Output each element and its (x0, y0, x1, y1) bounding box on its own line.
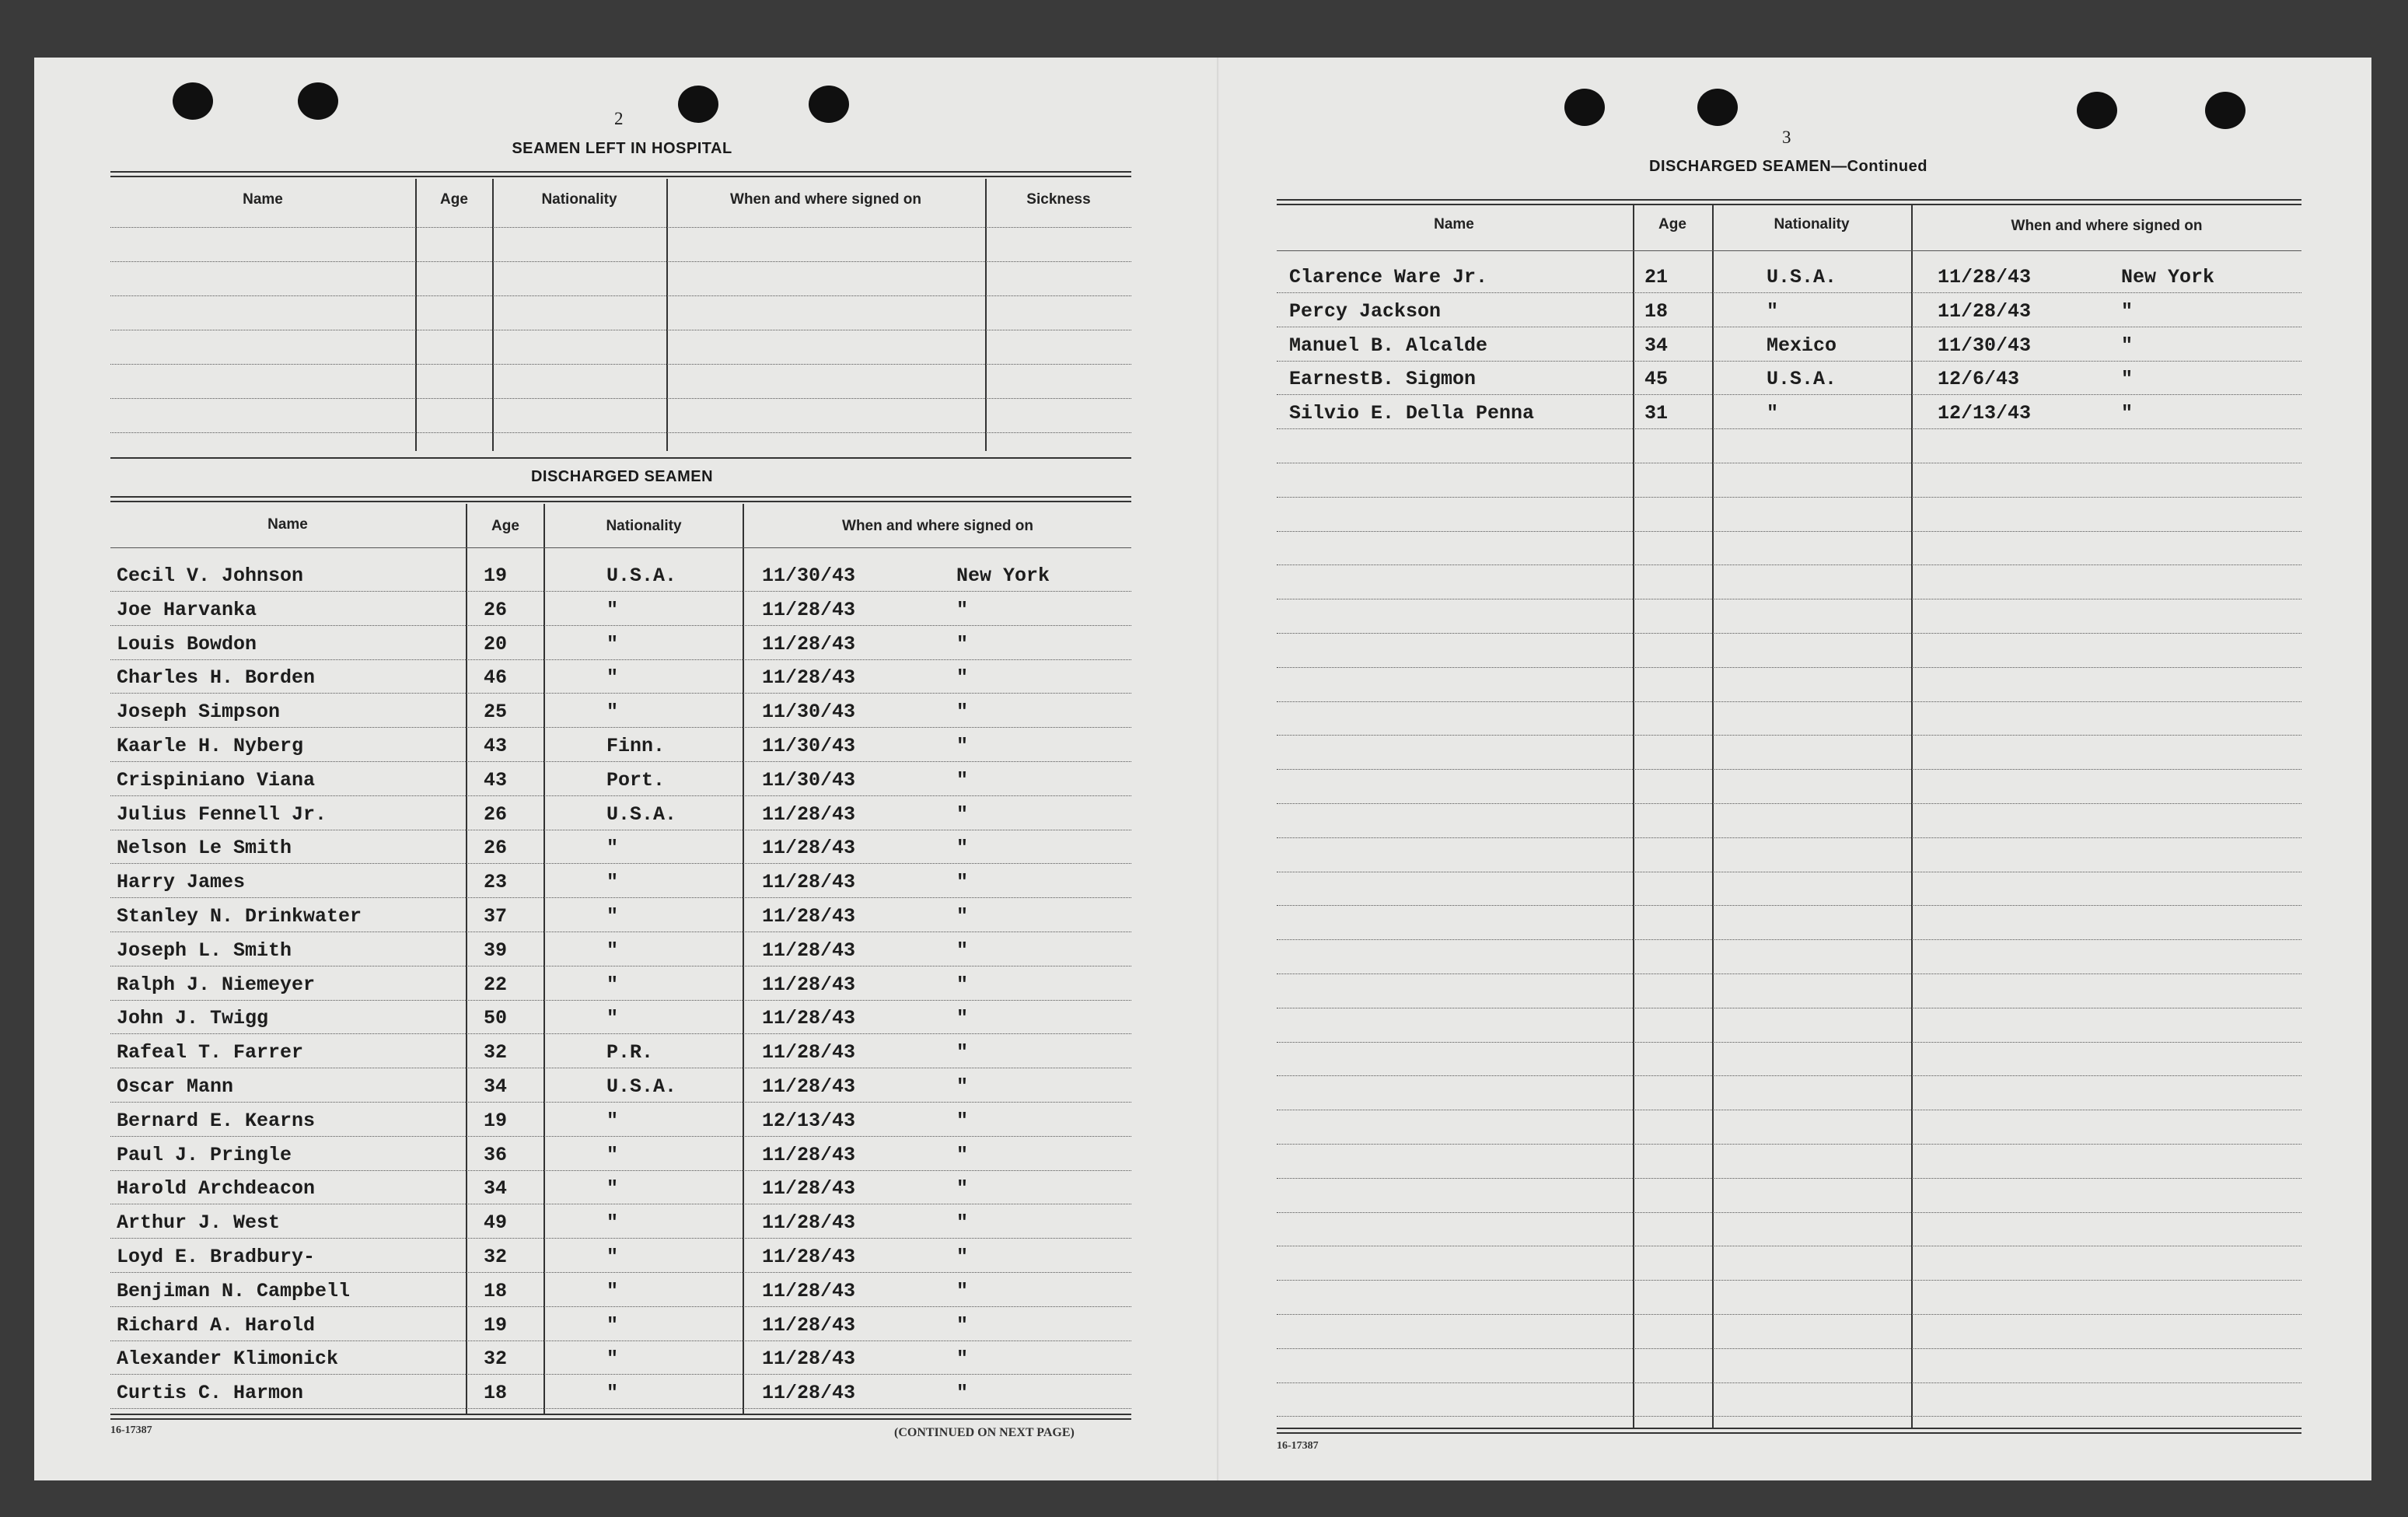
discharged-col-divider (743, 504, 744, 1415)
cell-nat: " (606, 1313, 619, 1337)
discharged-col-divider (543, 504, 545, 1415)
cell-place: " (956, 1279, 969, 1302)
row-line (1277, 837, 2301, 838)
hospital-col-name: Name (243, 191, 283, 208)
row-line (1277, 1348, 2301, 1349)
cell-place: " (956, 1177, 969, 1201)
right-bottom-rule (1277, 1428, 2301, 1429)
cell-nat: " (606, 939, 619, 962)
row-line (1277, 667, 2301, 668)
cell-date: 11/28/43 (762, 1177, 856, 1201)
cell-date: 11/28/43 (762, 939, 856, 962)
cell-name: Curtis C. Harmon (117, 1382, 304, 1405)
row-line (1277, 1075, 2301, 1076)
cell-nat: " (606, 905, 619, 928)
binder-hole-4 (809, 86, 849, 123)
row-line (1277, 1144, 2301, 1145)
row-line (110, 1136, 1131, 1137)
cell-date: 11/28/43 (762, 666, 856, 690)
row-line (1277, 1212, 2301, 1213)
cell-age: 43 (484, 735, 508, 757)
cell-age: 18 (484, 1382, 508, 1405)
cell-nat: U.S.A. (606, 1075, 677, 1098)
row-line (110, 1340, 1131, 1341)
cell-place: " (956, 1347, 969, 1371)
discharged-col-age: Age (491, 518, 519, 534)
row-line (1277, 803, 2301, 804)
cell-nat: U.S.A. (606, 802, 677, 826)
page-fold (1217, 58, 1220, 1480)
cell-date: 11/28/43 (762, 802, 856, 826)
cell-date: 11/28/43 (1938, 299, 2032, 323)
cell-date: 11/30/43 (762, 701, 856, 724)
row-line (1277, 905, 2301, 906)
row-line (1277, 973, 2301, 974)
row-line (110, 1272, 1131, 1273)
cell-place: " (2121, 334, 2134, 357)
cell-place: " (956, 973, 969, 996)
row-line (110, 625, 1131, 626)
cell-place: " (2121, 368, 2134, 391)
cell-nat: " (606, 837, 619, 860)
binder-hole-8 (2205, 92, 2245, 129)
cell-name: Paul J. Pringle (117, 1143, 292, 1166)
cell-name: Joseph L. Smith (117, 939, 292, 962)
right-head-rule (1277, 199, 2301, 201)
right-form-number: 16-17387 (1277, 1440, 1319, 1452)
right-col-nationality: Nationality (1774, 216, 1850, 232)
cell-date: 12/13/43 (762, 1109, 856, 1132)
cell-name: Percy Jackson (1289, 299, 1442, 323)
cell-age: 23 (484, 871, 508, 894)
cell-nat: P.R. (606, 1041, 654, 1064)
row-line (1277, 701, 2301, 702)
cell-name: Arthur J. West (117, 1211, 281, 1235)
cell-nat: " (606, 666, 619, 690)
cell-nat: " (606, 632, 619, 655)
cell-place: New York (2121, 266, 2215, 288)
cell-age: 34 (484, 1177, 508, 1201)
binder-hole-1 (173, 82, 213, 120)
discharged-head-rule (110, 496, 1131, 498)
cell-place: " (956, 871, 969, 894)
hospital-row-line (110, 398, 1131, 399)
cell-age: 34 (1644, 334, 1669, 357)
binder-hole-7 (2077, 92, 2117, 129)
row-line (110, 1102, 1131, 1103)
cell-age: 18 (1644, 299, 1669, 323)
discharged-col-nationality: Nationality (606, 518, 682, 534)
row-line (1277, 1382, 2301, 1383)
cell-age: 32 (484, 1347, 508, 1371)
cell-date: 11/28/43 (762, 1041, 856, 1064)
cell-name: Harold Archdeacon (117, 1177, 316, 1201)
row-line (110, 693, 1131, 694)
binder-hole-6 (1697, 89, 1738, 126)
cell-age: 18 (484, 1279, 508, 1302)
cell-name: Joe Harvanka (117, 598, 257, 621)
row-line (110, 795, 1131, 796)
row-line (1277, 1314, 2301, 1315)
row-line (1277, 633, 2301, 634)
row-line (110, 1238, 1131, 1239)
hospital-row-line (110, 295, 1131, 296)
cell-name: Rafeal T. Farrer (117, 1041, 304, 1064)
row-line (1277, 531, 2301, 532)
cell-place: " (956, 666, 969, 690)
cell-age: 50 (484, 1007, 508, 1030)
row-line (1277, 939, 2301, 940)
cell-name: EarnestB. Sigmon (1289, 368, 1477, 391)
cell-age: 19 (484, 1313, 508, 1337)
hospital-row-line (110, 364, 1131, 365)
cell-date: 11/28/43 (762, 1382, 856, 1405)
cell-date: 11/30/43 (762, 768, 856, 792)
row-line (1277, 735, 2301, 736)
cell-date: 11/28/43 (762, 871, 856, 894)
hospital-col-divider (985, 179, 987, 451)
cell-date: 11/28/43 (762, 1143, 856, 1166)
cell-date: 11/28/43 (762, 973, 856, 996)
cell-nat: " (606, 701, 619, 724)
cell-name: Nelson Le Smith (117, 837, 292, 860)
cell-name: Oscar Mann (117, 1075, 234, 1098)
left-page-number: 2 (614, 109, 624, 128)
cell-nat: " (1767, 402, 1779, 425)
hospital-col-sickness: Sickness (1026, 191, 1091, 208)
discharged-col-name: Name (267, 516, 308, 533)
cell-place: " (956, 632, 969, 655)
right-page-number: 3 (1782, 128, 1791, 147)
right-col-age: Age (1658, 216, 1686, 232)
cell-nat: " (606, 1382, 619, 1405)
cell-name: Louis Bowdon (117, 632, 257, 655)
cell-nat: U.S.A. (606, 565, 677, 587)
row-line (1277, 428, 2301, 429)
cell-nat: " (606, 1007, 619, 1030)
cell-place: " (956, 1313, 969, 1337)
cell-name: Benjiman N. Campbell (117, 1279, 351, 1302)
row-line (110, 1033, 1131, 1034)
cell-name: Charles H. Borden (117, 666, 316, 690)
cell-place: " (956, 1211, 969, 1235)
cell-nat: " (606, 1279, 619, 1302)
row-line (110, 897, 1131, 898)
cell-date: 11/28/43 (762, 837, 856, 860)
row-line (110, 1170, 1131, 1171)
hospital-top-rule (110, 171, 1131, 173)
cell-age: 32 (484, 1246, 508, 1268)
continued-note: (CONTINUED ON NEXT PAGE) (894, 1426, 1075, 1439)
cell-date: 11/30/43 (762, 565, 856, 587)
cell-name: Cecil V. Johnson (117, 565, 304, 587)
cell-nat: " (1767, 299, 1779, 323)
cell-place: " (956, 1007, 969, 1030)
cell-age: 32 (484, 1041, 508, 1064)
row-line (110, 1374, 1131, 1375)
cell-place: " (956, 1075, 969, 1098)
binder-hole-3 (678, 86, 718, 123)
hospital-col-nationality: Nationality (541, 191, 617, 208)
cell-name: John J. Twigg (117, 1007, 269, 1030)
hospital-row-line (110, 227, 1131, 228)
cell-age: 25 (484, 701, 508, 724)
cell-age: 26 (484, 802, 508, 826)
cell-age: 20 (484, 632, 508, 655)
cell-date: 11/28/43 (762, 632, 856, 655)
cell-date: 11/28/43 (762, 1313, 856, 1337)
cell-age: 36 (484, 1143, 508, 1166)
cell-age: 31 (1644, 402, 1669, 425)
cell-date: 11/28/43 (762, 1075, 856, 1098)
cell-nat: " (606, 1246, 619, 1268)
binder-hole-2 (298, 82, 338, 120)
row-line (110, 1306, 1131, 1307)
cell-nat: U.S.A. (1767, 368, 1837, 391)
cell-place: " (956, 1143, 969, 1166)
cell-place: " (956, 1382, 969, 1405)
row-line (110, 1000, 1131, 1001)
cell-place: New York (956, 565, 1050, 587)
row-line (1277, 394, 2301, 395)
cell-age: 37 (484, 905, 508, 928)
cell-place: " (2121, 402, 2134, 425)
row-line (1277, 292, 2301, 293)
row-line (1277, 497, 2301, 498)
cell-date: 11/28/43 (762, 1347, 856, 1371)
cell-name: Manuel B. Alcalde (1289, 334, 1488, 357)
hospital-row-line (110, 261, 1131, 262)
cell-name: Alexander Klimonick (117, 1347, 339, 1371)
row-line (1277, 1416, 2301, 1417)
cell-nat: Port. (606, 768, 666, 792)
cell-place: " (956, 701, 969, 724)
cell-name: Silvio E. Della Penna (1289, 402, 1535, 425)
cell-place: " (956, 1041, 969, 1064)
cell-nat: " (606, 871, 619, 894)
binder-hole-5 (1564, 89, 1605, 126)
cell-name: Kaarle H. Nyberg (117, 735, 304, 757)
row-line (1277, 1178, 2301, 1179)
hospital-col-divider (492, 179, 494, 451)
cell-age: 39 (484, 939, 508, 962)
cell-nat: " (606, 598, 619, 621)
left-form-number: 16-17387 (110, 1424, 152, 1436)
discharged-col-signed: When and where signed on (842, 518, 1033, 534)
cell-place: " (956, 598, 969, 621)
cell-nat: " (606, 1143, 619, 1166)
cell-date: 11/28/43 (762, 1211, 856, 1235)
cell-nat: " (606, 1347, 619, 1371)
cell-place: " (956, 1246, 969, 1268)
cell-nat: Mexico (1767, 334, 1837, 357)
cell-nat: U.S.A. (1767, 266, 1837, 288)
discharged-header-line (110, 547, 1131, 548)
cell-name: Richard A. Harold (117, 1313, 316, 1337)
cell-age: 43 (484, 768, 508, 792)
cell-age: 49 (484, 1211, 508, 1235)
row-line (110, 863, 1131, 864)
row-line (110, 659, 1131, 660)
cell-age: 21 (1644, 266, 1669, 288)
cell-place: " (956, 939, 969, 962)
row-line (1277, 769, 2301, 770)
row-line (110, 591, 1131, 592)
cell-date: 12/6/43 (1938, 368, 2020, 391)
cell-name: Clarence Ware Jr. (1289, 266, 1488, 288)
right-col-name: Name (1434, 216, 1474, 232)
hospital-col-divider (415, 179, 417, 451)
row-line (1277, 1042, 2301, 1043)
continued-title: DISCHARGED SEAMEN—Continued (1649, 158, 1927, 175)
cell-nat: Finn. (606, 735, 666, 757)
cell-name: Ralph J. Niemeyer (117, 973, 316, 996)
cell-date: 11/28/43 (762, 1279, 856, 1302)
cell-name: Bernard E. Kearns (117, 1109, 316, 1132)
row-line (1277, 1280, 2301, 1281)
cell-place: " (956, 1109, 969, 1132)
cell-name: Loyd E. Bradbury- (117, 1246, 316, 1268)
cell-date: 11/30/43 (1938, 334, 2032, 357)
cell-name: Joseph Simpson (117, 701, 281, 724)
hospital-col-divider (666, 179, 668, 451)
cell-age: 26 (484, 598, 508, 621)
cell-age: 46 (484, 666, 508, 690)
cell-place: " (956, 735, 969, 757)
row-line (1277, 361, 2301, 362)
cell-age: 19 (484, 1109, 508, 1132)
cell-place: " (956, 768, 969, 792)
discharged-title: DISCHARGED SEAMEN (530, 468, 714, 485)
cell-name: Stanley N. Drinkwater (117, 905, 362, 928)
cell-age: 22 (484, 973, 508, 996)
hospital-title: SEAMEN LEFT IN HOSPITAL (512, 140, 732, 157)
cell-date: 11/30/43 (762, 735, 856, 757)
hospital-row-line (110, 432, 1131, 433)
cell-nat: " (606, 973, 619, 996)
cell-date: 11/28/43 (762, 1246, 856, 1268)
cell-place: " (956, 802, 969, 826)
cell-nat: " (606, 1109, 619, 1132)
cell-date: 11/28/43 (762, 905, 856, 928)
cell-date: 11/28/43 (1938, 266, 2032, 288)
cell-date: 11/28/43 (762, 598, 856, 621)
cell-age: 26 (484, 837, 508, 860)
cell-place: " (956, 905, 969, 928)
hospital-col-age: Age (440, 191, 468, 208)
row-line (110, 1408, 1131, 1409)
cell-place: " (956, 837, 969, 860)
right-col-signed: When and where signed on (2011, 218, 2203, 234)
cell-age: 34 (484, 1075, 508, 1098)
discharged-top-rule (110, 457, 1131, 459)
discharged-bottom-rule (110, 1414, 1131, 1415)
cell-name: Crispiniano Viana (117, 768, 316, 792)
hospital-col-signed: When and where signed on (730, 191, 921, 208)
row-line (110, 761, 1131, 762)
cell-nat: " (606, 1177, 619, 1201)
cell-age: 45 (1644, 368, 1669, 391)
cell-date: 12/13/43 (1938, 402, 2032, 425)
cell-nat: " (606, 1211, 619, 1235)
cell-name: Julius Fennell Jr. (117, 802, 327, 826)
right-header-line (1277, 250, 2301, 251)
cell-date: 11/28/43 (762, 1007, 856, 1030)
row-line (110, 727, 1131, 728)
cell-age: 19 (484, 565, 508, 587)
cell-place: " (2121, 299, 2134, 323)
cell-name: Harry James (117, 871, 246, 894)
discharged-col-divider (466, 504, 467, 1415)
